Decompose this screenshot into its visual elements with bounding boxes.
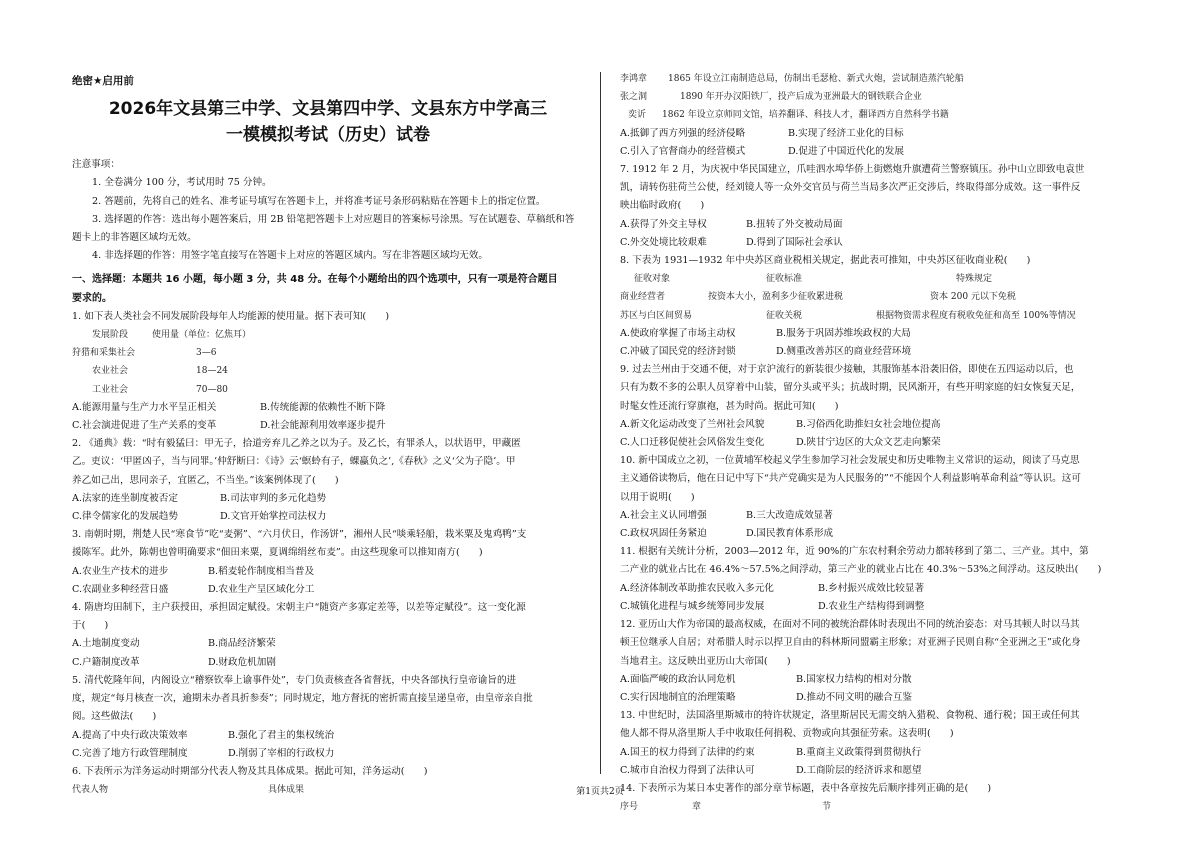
options-row	[620, 434, 1140, 452]
question-5-stem: 度，规定“每月核查一次，逾期未办者具折参奏”；同时规定，地方督抚的密折需直接呈递皇帝，由皇帝亲自批	[72, 693, 533, 705]
option[interactable]: A.法家的连坐制度被否定	[72, 492, 178, 504]
options-row	[72, 635, 584, 653]
option[interactable]: C.人口迁移促使社会风俗发生变化	[620, 437, 765, 449]
table-header-cell: 序号	[620, 802, 639, 813]
question-12-stem: 12. 亚历山大作为帝国的最高权威，在面对不同的被统治群体时表现出不同的统治姿态：对马其顿人时以马其	[620, 619, 1080, 631]
question-13-stem: 他人都不得从洛里斯人手中收取任何捐税、贡物或向其强征劳索。这表明( )	[620, 728, 954, 740]
notice-item: 2. 答题前，先将自己的姓名、准考证号填写在答题卡上，并将准考证号条形码粘贴在答题卡上的指定位置。	[92, 195, 546, 207]
question-3-stem: 3. 南朝时期，荆楚人民“寒食节”吃“麦粥”、“六月伏日，作汤饼”，湘州人民“啖乘轻船，栽米粟及鬼鸡鸭”支	[72, 529, 527, 541]
table-cell: 1865 年设立江南制造总局，仿制出毛瑟枪、新式火炮，尝试制造蒸汽轮船	[668, 74, 964, 84]
notice-item: 3. 选择题的作答：选出每小题答案后，用 2B 铅笔把答题卡上对应题目的答案标号涂黑。写在试题卷、草稿纸和答	[92, 213, 575, 225]
question-7-stem: 映出临时政府( )	[620, 200, 705, 212]
options-row	[72, 399, 584, 417]
option[interactable]: C.农副业多种经营日盛	[72, 583, 169, 595]
table-header-cell: 章	[692, 802, 702, 813]
option[interactable]: D.财政危机加剧	[208, 656, 276, 668]
option[interactable]: A.社会主义认同增强	[620, 509, 707, 521]
option[interactable]: B.习俗西化助推妇女社会地位提高	[796, 418, 941, 430]
table-header-cell: 具体成果	[268, 785, 305, 796]
option[interactable]: B.司法审判的多元化趋势	[220, 492, 327, 504]
option[interactable]: C.户籍制度改革	[72, 656, 140, 668]
table-row	[620, 288, 1140, 306]
question-13-stem: 13. 中世纪时，法国洛里斯城市的特许状规定，洛里斯居民无需交纳入猎税、食物税、通行税；国王或任何其	[620, 710, 1080, 722]
option[interactable]: D.文官开始掌控司法权力	[220, 511, 327, 523]
notice-item: 题卡上的非答题区域均无效。	[72, 232, 197, 244]
table-row	[72, 362, 584, 380]
options-row	[620, 416, 1140, 434]
options-row	[620, 325, 1140, 343]
option[interactable]: C.城镇化进程与城乡统筹同步发展	[620, 600, 765, 612]
option[interactable]: D.农业生产结构得到调整	[818, 600, 925, 612]
column-divider	[600, 72, 601, 774]
table-cell: 商业经营者	[620, 292, 666, 303]
question-9-stem: 时髦女性还流行穿旗袍，甚为时尚。据此可知( )	[620, 400, 839, 412]
question-10-stem: 主义通俗读物后，他在日记中写下“共产党确实是为人民服务的”“不能因个人利益影响革命利益”等认识。这可	[620, 473, 1081, 485]
table-cell: 狩猎和采集社会	[72, 348, 136, 359]
options-row	[620, 689, 1140, 707]
secret-label: 绝密★启用前	[72, 75, 134, 87]
option[interactable]: B.服务于巩固苏维埃政权的大局	[776, 327, 911, 339]
table-header-cell: 使用量（单位：亿焦耳）	[152, 330, 252, 341]
table-cell: 资本 200 元以下免税	[930, 292, 1016, 303]
option[interactable]: A.提高了中央行政决策效率	[72, 729, 188, 741]
option[interactable]: A.农业生产技术的进步	[72, 565, 169, 577]
q14-table-header	[620, 798, 1140, 816]
question-2-stem: 养乙如己出，思同亲子，宜匿乙，不当坐。”该案例体现了( )	[72, 474, 339, 486]
option[interactable]: B.三大改造成效显著	[746, 509, 833, 521]
option[interactable]: B.稻麦轮作制度相当普及	[208, 565, 315, 577]
q8-table-header	[620, 270, 1140, 288]
option[interactable]: C.引入了官督商办的经营模式	[620, 145, 746, 157]
option[interactable]: D.推动不同文明的融合互鉴	[796, 691, 912, 703]
option[interactable]: C.政权巩固任务紧迫	[620, 528, 707, 540]
table-row	[620, 70, 1140, 88]
table-cell: 18—24	[196, 366, 228, 377]
option[interactable]: B.商品经济繁荣	[208, 638, 276, 650]
question-9-stem: 只有为数不多的公职人员穿着中山装，留分头或平头；抗战时期，民风渐开，有些开明家庭的妇女恢复天足，	[620, 382, 1081, 394]
option[interactable]: D.社会能源利用效率逐步提升	[260, 420, 386, 432]
options-row	[620, 234, 1140, 252]
table-cell: 1862 年设立京师同文馆，培养翻译、科技人才，翻译西方自然科学书籍	[662, 110, 949, 121]
q1-table-header	[72, 326, 584, 344]
options-row	[620, 143, 1140, 161]
question-11-stem: 二产业的就业占比在 46.4%～57.5%之间浮动，第三产业的就业占比在 40.3%～53%之间浮动。这反映出( )	[620, 564, 1102, 576]
table-cell: 1890 年开办汉阳铁厂，投产后成为亚洲最大的钢铁联合企业	[680, 92, 922, 103]
options-row	[620, 762, 1140, 780]
option[interactable]: D.侧重改善苏区的商业经营环境	[776, 346, 912, 358]
question-12-stem: 当地君主。这反映出亚历山大帝国( )	[620, 655, 791, 667]
question-8-stem: 8. 下表为 1931—1932 年中央苏区商业税相关规定，据此表可推知，中央苏区征收商业税( )	[620, 255, 1031, 267]
table-row	[72, 381, 584, 399]
option[interactable]: D.促进了中国近代化的发展	[788, 145, 904, 157]
option[interactable]: A.国王的权力得到了法律的约束	[620, 746, 755, 758]
option[interactable]: A.面临严峻的政治认同危机	[620, 673, 736, 685]
option[interactable]: C.城市自治权力得到了法律认可	[620, 764, 755, 776]
options-row	[620, 507, 1140, 525]
option[interactable]: B.乡村振兴成效比较显著	[818, 582, 925, 594]
options-row	[620, 125, 1140, 143]
options-row	[72, 581, 584, 599]
table-cell: 征收关税	[766, 310, 803, 321]
option[interactable]: A.土地制度变动	[72, 638, 140, 650]
left-column	[72, 70, 584, 799]
question-10-stem: 10. 新中国成立之初，一位黄埔军校起义学生参加学习社会发展史和历史唯物主义常识的运动，阅读了马克思	[620, 455, 1080, 467]
exam-title-line2: 一模模拟考试（历史）试卷	[226, 125, 430, 146]
option[interactable]: A.抵御了西方列强的经济侵略	[620, 127, 746, 139]
option[interactable]: B.扭转了外交被动局面	[746, 218, 843, 230]
table-cell: 根据物资需求程度有税收免征和高至 100%等情况	[876, 310, 1076, 321]
right-column	[620, 70, 1140, 816]
option[interactable]: C.外交处境比较艰难	[620, 236, 707, 248]
question-2-stem: 乙。吏议：‘甲匿凶子，当与同罪。’仲舒断曰：《诗》云‘螟蛉有子，蜾蠃负之’,《春秋》之义‘父为子隐’。甲	[72, 456, 516, 468]
question-6-stem: 6. 下表所示为洋务运动时期部分代表人物及其具体成果。据此可知，洋务运动( )	[72, 765, 428, 777]
options-row	[620, 343, 1140, 361]
option[interactable]: C.社会演进促进了生产关系的变革	[72, 420, 217, 432]
option[interactable]: C.实行因地制宜的治理策略	[620, 691, 736, 703]
exam-title-line1: 2026年文县第三中学、文县第四中学、文县东方中学高三	[108, 99, 548, 120]
option[interactable]: A.新文化运动改变了兰州社会风貌	[620, 418, 765, 430]
option[interactable]: A.经济体制改革助推农民收入多元化	[620, 582, 774, 594]
options-row	[72, 654, 584, 672]
options-row	[72, 508, 584, 526]
question-4-stem: 4. 隋唐均田制下，主户获授田，承担固定赋役。宋朝主户“随资产多寡定差等，以差等定赋役”。这一变化源	[72, 602, 526, 614]
question-1-stem: 1. 如下表人类社会不同发展阶段每年人均能源的使用量。据下表可知( )	[72, 310, 390, 322]
question-14-stem: 14. 下表所示为某日本史著作的部分章节标题，表中各章按先后顺序排列正确的是( )	[620, 782, 992, 794]
option[interactable]: A.获得了外交主导权	[620, 218, 707, 230]
table-header-cell: 征收对象	[634, 274, 671, 285]
table-header-cell: 发展阶段	[92, 330, 129, 341]
question-3-stem: 援陈军。此外，陈朝也曾明确要求“佃田来粟，夏调绵绢丝布麦”。由这些现象可以推知南方( )	[72, 547, 483, 559]
options-row	[72, 417, 584, 435]
question-9-stem: 9. 过去兰州由于交通不便，对于京沪流行的新装很少接触，其服饰基本沿袭旧俗，即使在五四运动以后，也	[620, 364, 1074, 376]
question-12-stem: 顿王位继承人自居；对希腊人时示以捍卫自由的科林斯同盟霸主形象；对亚洲子民则自称“全亚洲之王”或化身	[620, 637, 1081, 649]
table-cell: 3—6	[196, 348, 217, 359]
notice-heading: 注意事项：	[72, 159, 120, 171]
table-header-cell: 节	[822, 802, 832, 813]
table-cell: 苏区与白区间贸易	[620, 310, 693, 321]
table-cell: 农业社会	[92, 366, 129, 377]
option[interactable]: D.工商阶层的经济诉求和愿望	[796, 764, 922, 776]
option[interactable]: A.能源用量与生产力水平呈正相关	[72, 401, 217, 413]
option[interactable]: D.国民教育体系形成	[746, 528, 834, 540]
options-row	[620, 580, 1140, 598]
table-row	[620, 106, 1140, 124]
table-row	[620, 88, 1140, 106]
option[interactable]: D.陕甘宁边区的大众文艺走向繁荣	[796, 437, 941, 449]
table-cell: 工业社会	[92, 384, 129, 395]
question-5-stem: 5. 清代乾隆年间，内阁设立“稽察钦奉上谕事件处”，专门负责核查各省督抚，中央各部执行皇帝谕旨的进	[72, 674, 517, 686]
question-4-stem: 于( )	[72, 620, 109, 632]
question-5-stem: 阅。这些做法( )	[72, 711, 157, 723]
notice-item: 4. 非选择题的作答：用签字笔直接写在答题卡上对应的答题区域内。写在非答题区域均无效。	[92, 250, 488, 262]
table-header-cell: 征收标准	[766, 274, 803, 285]
section-heading: 一、选择题：本题共 16 小题，每小题 3 分，共 48 分。在每个小题给出的四个选项中，只有一项是符合题目	[72, 274, 558, 286]
table-cell: 按资本大小，盈利多少征收累进税	[708, 292, 844, 303]
options-row	[620, 216, 1140, 234]
option[interactable]: B.强化了君主的集权统治	[228, 729, 335, 741]
question-10-stem: 以用于说明( )	[620, 491, 695, 503]
options-row	[72, 745, 584, 763]
options-row	[72, 490, 584, 508]
table-row	[72, 344, 584, 362]
question-7-stem: 凯，请转伤驻荷兰公使，经刘镜人等一众外交官员与荷兰当局多次严正交涉后，终取得部分成效。这一事件反	[620, 182, 1081, 194]
table-cell: 70—80	[196, 384, 228, 395]
option[interactable]: A.使政府掌握了市场主动权	[620, 327, 736, 339]
question-7-stem: 7. 1912 年 2 月，为庆祝中华民国建立，爪哇泗水埠华侨上街燃炮升旗遭荷兰警察镇压。孙中山立即致电袁世	[620, 164, 1085, 176]
options-row	[72, 563, 584, 581]
options-row	[620, 671, 1140, 689]
options-row	[620, 598, 1140, 616]
option[interactable]: B.实现了经济工业化的目标	[788, 127, 904, 139]
option[interactable]: D.削弱了宰相的行政权力	[228, 747, 335, 759]
options-row	[620, 525, 1140, 543]
question-11-stem: 11. 根据有关统计分析，2003—2012 年，近 90%的广东农村剩余劳动力都转移到了第二、三产业。其中，第	[620, 546, 1089, 558]
page-number: 第1页共2页	[576, 787, 624, 797]
option[interactable]: B.重商主义政策得到贯彻执行	[796, 746, 922, 758]
option[interactable]: C.完善了地方行政管理制度	[72, 747, 188, 759]
option[interactable]: B.传统能源的依赖性不断下降	[260, 401, 386, 413]
table-cell: 奕䜣	[628, 110, 647, 121]
option[interactable]: C.冲破了国民党的经济封锁	[620, 346, 736, 358]
table-header-cell: 特殊规定	[956, 274, 993, 285]
option[interactable]: C.律令儒家化的发展趋势	[72, 511, 178, 523]
option[interactable]: D.农业生产呈区域化分工	[208, 583, 315, 595]
options-row	[72, 727, 584, 745]
table-cell: 张之洞	[620, 92, 648, 103]
option[interactable]: D.得到了国际社会承认	[746, 236, 843, 248]
table-header-cell: 代表人物	[72, 785, 109, 796]
question-2-stem: 2. 《通典》载：“时有毅猛曰：甲无子，拾道旁弃儿乙养之以为子。及乙长，有罪杀人，以状语甲，甲藏匿	[72, 438, 521, 450]
table-cell: 李鸿章	[620, 74, 648, 84]
notice-item: 1. 全卷满分 100 分，考试用时 75 分钟。	[92, 177, 272, 189]
options-row	[620, 744, 1140, 762]
table-row	[620, 307, 1140, 325]
option[interactable]: B.国家权力结构的相对分散	[796, 673, 912, 685]
section-heading: 要求的。	[72, 292, 112, 304]
